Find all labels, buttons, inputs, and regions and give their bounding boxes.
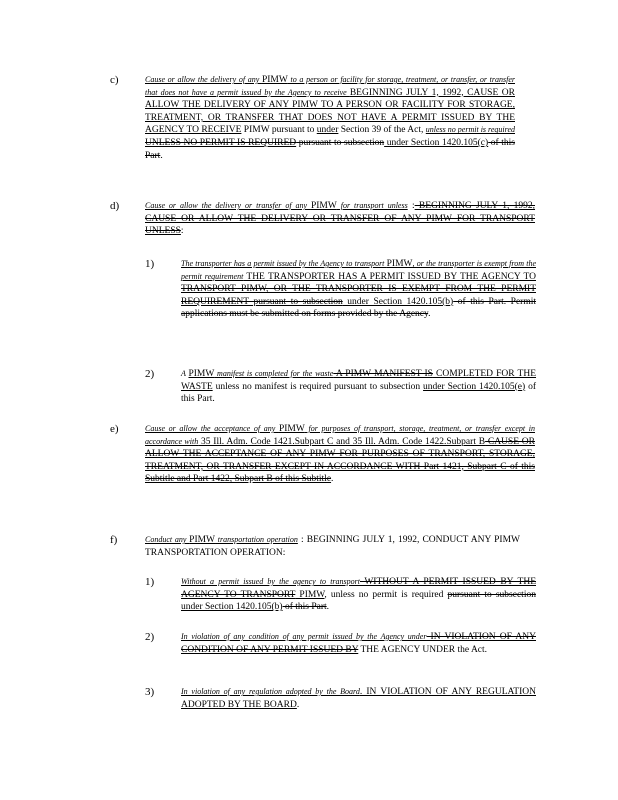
text-run: Without a permit issued by the agency to transport	[181, 577, 360, 586]
text-run: for transport unless	[336, 201, 408, 210]
item-label-d2: 2)	[145, 368, 155, 380]
text-run: Conduct any	[145, 535, 190, 544]
text-run: for purposes of transport, storage, treatment, or transfer except in accordance with	[145, 424, 535, 446]
text-run: TRANSPORT PIMW, OR THE TRANSPORTER IS EXEMPT FROM THE PERMIT REQUIREMENT pursuant to subsection	[181, 284, 536, 307]
text-run: A PIMW MANIFEST IS	[333, 369, 433, 379]
paragraph-f3	[181, 686, 536, 711]
text-run: :	[297, 535, 307, 545]
text-run: of this Part	[145, 137, 516, 161]
text-run: The transporter has a permit issued by the Agency to transport	[181, 259, 387, 268]
text-run: PIMW	[310, 201, 337, 211]
text-run: 35 Ill. Adm. Code 1421.Subpart C and 35 Ill. Adm. Code 1422.Subpart B	[198, 436, 486, 447]
section-label-c: c)	[110, 74, 119, 86]
item-label-d1: 1)	[145, 258, 155, 270]
text-run: IN VIOLATION OF ANY CONDITION OF ANY PERMIT ISSUED BY	[181, 632, 536, 655]
text-run: , or the transporter is exempt from the permit requirement	[181, 259, 536, 281]
item-label-f2: 2)	[145, 631, 155, 643]
section-label-f: f)	[110, 534, 118, 546]
section-label-e: e)	[110, 423, 119, 435]
section-label-d: d)	[110, 200, 120, 212]
text-run: pursuant to subsection	[447, 589, 536, 600]
text-run: .	[326, 602, 330, 613]
paragraph-d2	[181, 368, 536, 406]
text-run: A	[181, 369, 189, 378]
text-run: pursuant to subsection	[296, 137, 385, 148]
text-run: .	[484, 644, 488, 655]
text-run: Section 39 of the Act,	[338, 125, 426, 136]
text-run: under	[316, 125, 339, 136]
paragraph-d	[145, 200, 535, 238]
text-run: transportation operation	[215, 535, 298, 544]
text-run: of this Part. Permit applications must be submitted on forms provided by the Agency	[181, 296, 537, 320]
text-run: .	[296, 699, 300, 710]
text-run: BEGINNING JULY 1, 1992, CAUSE OR ALLOW THE DELIVERY OF ANY PIMW TO A PERSON OR FACILITY FOR STORAGE, TREATMENT, OR TRANSFER THAT DOES NOT HAVE A PERMIT ISSUED BY THE AGENCY TO RECEIVE	[145, 87, 515, 136]
text-run: Cause or allow the delivery of any	[145, 75, 262, 84]
item-label-f1: 1)	[145, 576, 155, 588]
text-run: Cause or allow the delivery or transfer of any	[145, 201, 311, 210]
text-run: Cause or allow the acceptance of any	[145, 424, 279, 433]
text-run: :	[282, 547, 286, 558]
text-run: .	[331, 474, 334, 485]
text-run: In violation of any condition of any permit issued by the Agency under	[181, 632, 427, 641]
text-run: unless no manifest is required pursuant to subsection	[212, 381, 424, 392]
text-run: :	[407, 201, 415, 211]
text-run: THE AGENCY UNDER the Act	[358, 644, 485, 655]
text-run: In violation of any regulation adopted by the Board	[181, 687, 360, 696]
text-run: .	[212, 394, 215, 405]
paragraph-f2	[181, 631, 536, 656]
text-run: .	[160, 150, 163, 161]
text-run: PIMW	[278, 424, 305, 434]
text-run: PIMW	[261, 75, 288, 85]
text-run: under Section 1420.105(b)	[181, 602, 283, 613]
text-run: under Section 1420.105(e)	[423, 381, 526, 392]
text-run: BEGINNING JULY 1, 1992, CAUSE OR ALLOW THE DELIVERY OR TRANSFER OF ANY PIMW FOR TRANSPORT UNLESS	[145, 201, 536, 237]
text-run: PIMW	[189, 535, 216, 545]
paragraph-f1	[181, 576, 536, 614]
paragraph-f	[145, 534, 520, 559]
text-run: COMPLETED FOR THE WASTE	[181, 369, 537, 392]
text-run: THE TRANSPORTER HAS A PERMIT ISSUED BY THE AGENCY TO	[243, 271, 536, 282]
text-run: PIMW	[295, 589, 325, 600]
text-run: of this Part	[282, 602, 327, 613]
text-run: . IN VIOLATION OF ANY REGULATION ADOPTED BY THE BOARD	[181, 687, 536, 710]
item-label-f3: 3)	[145, 686, 155, 698]
paragraph-e	[145, 423, 535, 486]
text-run: under Section 1420.105(b)	[342, 296, 454, 307]
text-run: under Section 1420.105(c)	[384, 137, 489, 148]
text-run: UNLESS NO PERMIT IS REQUIRED	[145, 137, 297, 148]
text-run: , unless no permit is required	[324, 589, 448, 600]
paragraph-c	[145, 74, 515, 162]
text-run: BEGINNING JULY 1, 1992, CONDUCT ANY PIMW TRANSPORTATION OPERATION	[145, 535, 520, 558]
text-run: PIMW	[386, 259, 413, 269]
text-run: CAUSE OR ALLOW THE ACCEPTANCE OF ANY PIMW FOR PURPOSES OF TRANSPORT, STORAGE, TREATMENT, OR TRANSFER EXCEPT IN ACCORDANCE WITH Part 1421, Subpart C of this Subtitle and Part 1422, Subpart B of this Subtitle	[145, 436, 535, 485]
text-run: PIMW pursuant to	[241, 125, 317, 136]
text-run: manifest is completed for the waste	[214, 369, 334, 378]
text-run: of this Part	[181, 381, 536, 405]
text-run: :	[180, 226, 184, 237]
text-run: PIMW	[188, 369, 215, 379]
text-run: unless no permit is required	[425, 125, 515, 135]
paragraph-d1	[181, 258, 536, 321]
text-run: WITHOUT A PERMIT ISSUED BY THE AGENCY TO TRANSPORT	[181, 577, 536, 600]
text-run: .	[428, 309, 431, 320]
text-run: to a person or facility for storage, treatment, or transfer, or transfer that does not have a permit issued by the Agency to receive	[145, 75, 515, 97]
